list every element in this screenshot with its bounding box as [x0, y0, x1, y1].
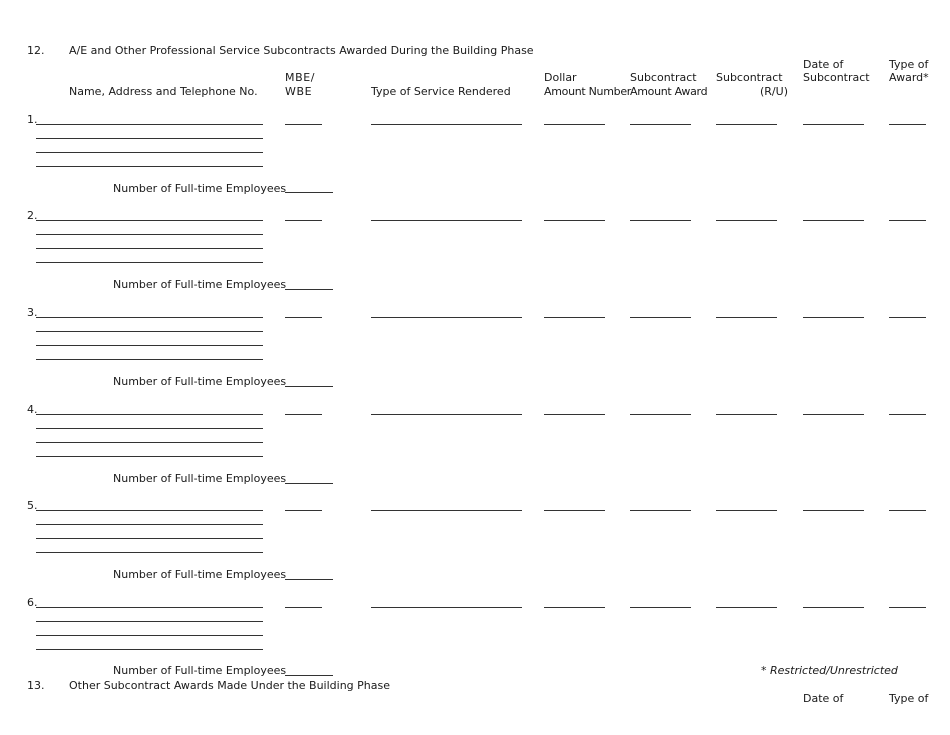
header-mbe-line1: MBE/ — [285, 71, 316, 84]
subcontract-date-field[interactable] — [803, 317, 864, 318]
restricted-unrestricted-field[interactable] — [716, 414, 777, 415]
employees-field[interactable] — [285, 192, 333, 193]
dollar-amount-field[interactable] — [544, 607, 605, 608]
award-type-field[interactable] — [889, 124, 926, 125]
name-field[interactable] — [36, 607, 263, 608]
address-field[interactable] — [36, 345, 263, 346]
mbe-wbe-field[interactable] — [285, 124, 322, 125]
section-12-title: A/E and Other Professional Service Subcontracts Awarded During the Building Phase — [69, 44, 534, 57]
telephone-field[interactable] — [36, 649, 263, 650]
header-date-line1: Date of — [803, 58, 844, 71]
restricted-unrestricted-field[interactable] — [716, 510, 777, 511]
subcontract-amount-field[interactable] — [630, 414, 691, 415]
subcontract-date-field[interactable] — [803, 607, 864, 608]
section-13-header-type: Type of — [889, 692, 929, 705]
entry-number: 1. — [27, 113, 38, 126]
header-type-line2: Award* — [889, 71, 929, 84]
subcontract-amount-field[interactable] — [630, 124, 691, 125]
mbe-wbe-field[interactable] — [285, 317, 322, 318]
address-field[interactable] — [36, 442, 263, 443]
telephone-field[interactable] — [36, 456, 263, 457]
employees-label: Number of Full-time Employees — [113, 375, 287, 388]
address-field[interactable] — [36, 428, 263, 429]
employees-label: Number of Full-time Employees — [113, 664, 287, 677]
address-field[interactable] — [36, 524, 263, 525]
entry-number: 6. — [27, 596, 38, 609]
name-field[interactable] — [36, 220, 263, 221]
employees-field[interactable] — [285, 675, 333, 676]
award-type-field[interactable] — [889, 510, 926, 511]
header-subcontract-line1: Subcontract — [630, 71, 697, 84]
employees-label: Number of Full-time Employees — [113, 568, 287, 581]
section-13-title: Other Subcontract Awards Made Under the Building Phase — [69, 679, 390, 692]
address-field[interactable] — [36, 152, 263, 153]
service-type-field[interactable] — [371, 510, 522, 511]
subcontract-amount-field[interactable] — [630, 317, 691, 318]
address-field[interactable] — [36, 234, 263, 235]
header-mbe-line2: WBE — [285, 85, 313, 98]
dollar-amount-field[interactable] — [544, 124, 605, 125]
header-service: Type of Service Rendered — [371, 85, 511, 98]
header-date-line2: Subcontract — [803, 71, 870, 84]
telephone-field[interactable] — [36, 262, 263, 263]
service-type-field[interactable] — [371, 317, 522, 318]
award-type-field[interactable] — [889, 414, 926, 415]
mbe-wbe-field[interactable] — [285, 510, 322, 511]
employees-label: Number of Full-time Employees — [113, 472, 287, 485]
address-field[interactable] — [36, 331, 263, 332]
telephone-field[interactable] — [36, 552, 263, 553]
employees-field[interactable] — [285, 483, 333, 484]
restricted-unrestricted-field[interactable] — [716, 317, 777, 318]
entry-number: 3. — [27, 306, 38, 319]
service-type-field[interactable] — [371, 220, 522, 221]
address-field[interactable] — [36, 621, 263, 622]
entry-number: 4. — [27, 403, 38, 416]
subcontract-date-field[interactable] — [803, 414, 864, 415]
section-13-header-date: Date of — [803, 692, 844, 705]
address-field[interactable] — [36, 538, 263, 539]
header-dollar-line1: Dollar — [544, 71, 577, 84]
entry-number: 5. — [27, 499, 38, 512]
award-type-footnote: * Restricted/Unrestricted — [761, 664, 898, 677]
telephone-field[interactable] — [36, 359, 263, 360]
service-type-field[interactable] — [371, 607, 522, 608]
employees-label: Number of Full-time Employees — [113, 182, 287, 195]
dollar-amount-field[interactable] — [544, 414, 605, 415]
mbe-wbe-field[interactable] — [285, 220, 322, 221]
subcontract-amount-field[interactable] — [630, 510, 691, 511]
header-type-line1: Type of — [889, 58, 929, 71]
subcontract-date-field[interactable] — [803, 510, 864, 511]
dollar-amount-field[interactable] — [544, 317, 605, 318]
service-type-field[interactable] — [371, 414, 522, 415]
employees-label: Number of Full-time Employees — [113, 278, 287, 291]
header-name: Name, Address and Telephone No. — [69, 85, 258, 98]
restricted-unrestricted-field[interactable] — [716, 124, 777, 125]
section-12-number: 12. — [27, 44, 45, 57]
mbe-wbe-field[interactable] — [285, 607, 322, 608]
subcontract-amount-field[interactable] — [630, 220, 691, 221]
employees-field[interactable] — [285, 289, 333, 290]
subcontract-date-field[interactable] — [803, 220, 864, 221]
name-field[interactable] — [36, 317, 263, 318]
telephone-field[interactable] — [36, 166, 263, 167]
header-subcontract-ru-line1: Subcontract — [716, 71, 783, 84]
entry-number: 2. — [27, 209, 38, 222]
header-subcontract-ru-line2: (R/U) — [760, 85, 788, 98]
employees-field[interactable] — [285, 579, 333, 580]
name-field[interactable] — [36, 124, 263, 125]
employees-field[interactable] — [285, 386, 333, 387]
dollar-amount-field[interactable] — [544, 220, 605, 221]
award-type-field[interactable] — [889, 220, 926, 221]
mbe-wbe-field[interactable] — [285, 414, 322, 415]
header-dollar-line2: Amount Number — [544, 85, 632, 98]
restricted-unrestricted-field[interactable] — [716, 607, 777, 608]
name-field[interactable] — [36, 414, 263, 415]
award-type-field[interactable] — [889, 607, 926, 608]
service-type-field[interactable] — [371, 124, 522, 125]
award-type-field[interactable] — [889, 317, 926, 318]
address-field[interactable] — [36, 248, 263, 249]
name-field[interactable] — [36, 510, 263, 511]
dollar-amount-field[interactable] — [544, 510, 605, 511]
section-13-number: 13. — [27, 679, 45, 692]
restricted-unrestricted-field[interactable] — [716, 220, 777, 221]
subcontract-date-field[interactable] — [803, 124, 864, 125]
address-field[interactable] — [36, 635, 263, 636]
address-field[interactable] — [36, 138, 263, 139]
subcontract-amount-field[interactable] — [630, 607, 691, 608]
header-subcontract-line2: Amount Award — [630, 85, 708, 98]
